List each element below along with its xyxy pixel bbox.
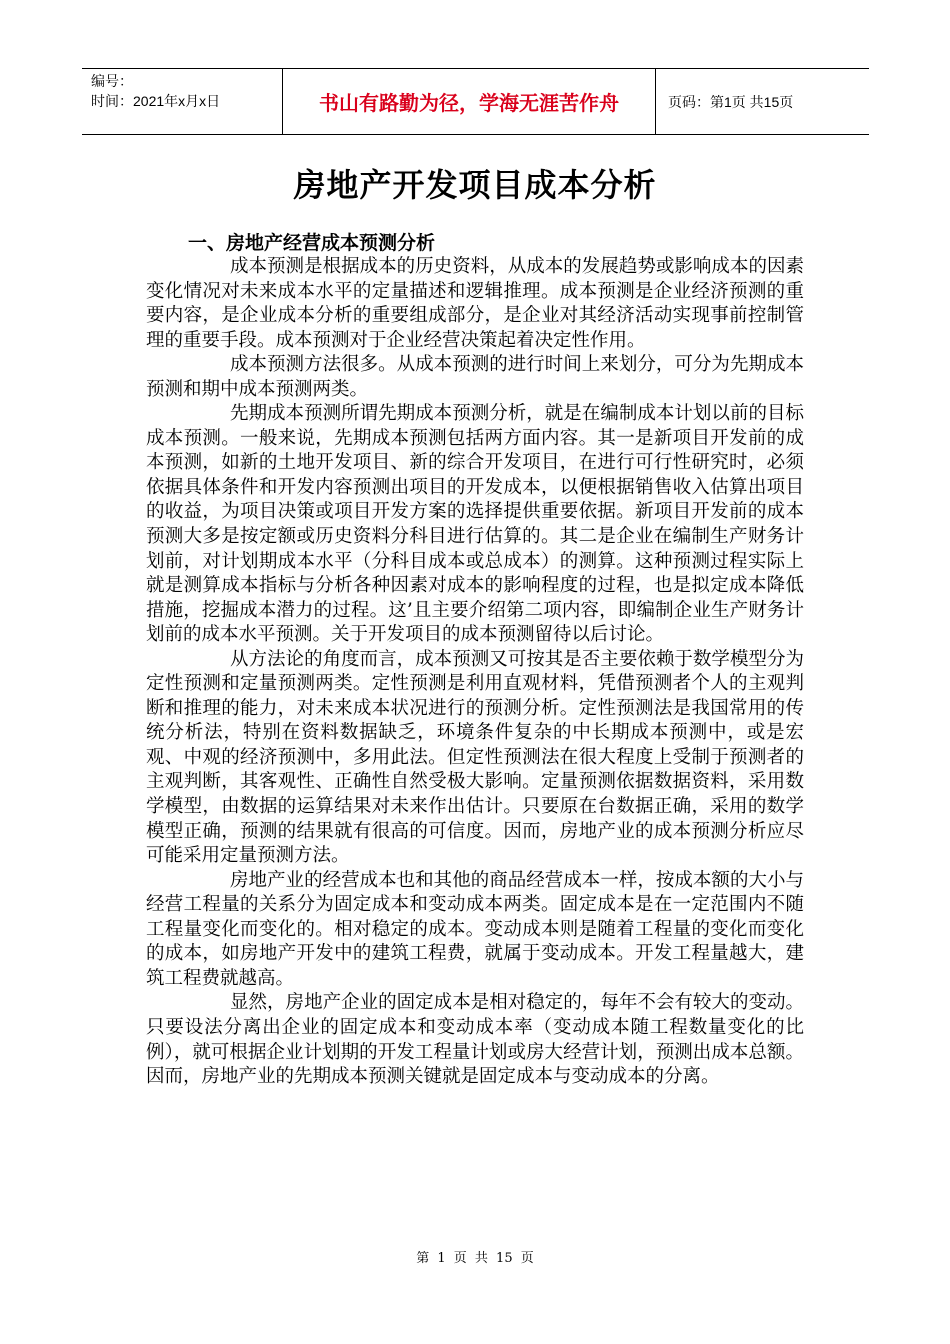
paragraph: 成本预测方法很多。从成本预测的进行时间上来划分，可分为先期成本预测和期中成本预测两类。 [146, 354, 804, 400]
header-page-info: 页码：第1页 共15页 [668, 93, 794, 110]
document-body [146, 231, 804, 1090]
paragraph: 显然，房地产企业的固定成本是相对稳定的，每年不会有较大的变动。只要设法分离出企业的固定成本和变动成本率（变动成本随工程数量变化的比例），就可根据企业计划期的开发工程量计划或房大经营计划，预测出成本总额。因而，房地产业的先期成本预测关键就是固定成本与变动成本的分离。 [146, 992, 804, 1088]
header-motto: 书山有路勤为径，学海无涯苦作舟 [283, 69, 656, 134]
section-heading: 一、房地产经营成本预测分析 [188, 232, 436, 254]
paragraph: 成本预测是根据成本的历史资料，从成本的发展趋势或影响成本的因素变化情况对未来成本水平的定量描述和逻辑推理。成本预测是企业经济预测的重要内容，是企业成本分析的重要组成部分，是企业对其经济活动实现事前控制管理的重要手段。成本预测对于企业经营决策起着决定性作用。 [146, 256, 804, 351]
document-time-label: 时间：2021年x月x日 [91, 93, 221, 109]
paragraph: 从方法论的角度而言，成本预测又可按其是否主要依赖于数学模型分为定性预测和定量预测两类。定性预测是利用直观材料，凭借预测者个人的主观判断和推理的能力，对未来成本状况进行的预测分析。定性预测法是我国常用的传统分析法，特别在资料数据缺乏，环境条件复杂的中长期成本预测中，或是宏观、中观的经济预测中，多用此法。但定性预测法在很大程度上受制于预测者的主观判断，其客观性、正确性自然受极大影响。定量预测依据数据资料，采用数学模型，由数据的运算结果对未来作出估计。只要原在台数据正确，采用的数学模型正确，预测的结果就有很高的可信度。因而，房地产业的成本预测分析应尽可能采用定量预测方法。 [146, 648, 804, 867]
header-meta [82, 69, 283, 134]
page-footer: 第 1 页 共 15 页 [416, 1251, 534, 1266]
paragraph: 先期成本预测所谓先期成本预测分析，就是在编制成本计划以前的目标成本预测。一般来说，先期成本预测包括两方面内容。其一是新项目开发前的成本预测，如新的土地开发项目、新的综合开发项目，在进行可行性研究时，必须依据具体条件和开发内容预测出项目的开发成本，以便根据销售收入估算出项目的收益，为项目决策或项目开发方案的选择提供重要依据。新项目开发前的成本预测大多是按定额或历史资料分科目进行估算的。其二是企业在编制生产财务计划前，对计划期成本水平（分科目成本或总成本）的测算。这种预测过程实际上就是测算成本指标与分析各种因素对成本的影响程度的过程，也是拟定成本降低措施，挖掘成本潜力的过程。这’且主要介绍第二项内容，即编制企业生产财务计划前的成本水平预测。关于开发项目的成本预测留待以后讨论。 [146, 403, 804, 646]
document-title: 房地产开发项目成本分析 [293, 166, 657, 204]
page-header [82, 68, 869, 135]
paragraph: 房地产业的经营成本也和其他的商品经营成本一样，按成本额的大小与经营工程量的关系分为固定成本和变动成本两类。固定成本是在一定范围内不随工程量变化而变化的。相对稳定的成本。变动成本则是随着工程量的变化而变化的成本，如房地产开发中的建筑工程费，就属于变动成本。开发工程量越大，建筑工程费就越高。 [146, 869, 804, 989]
document-number-label: 编号： [91, 73, 133, 89]
